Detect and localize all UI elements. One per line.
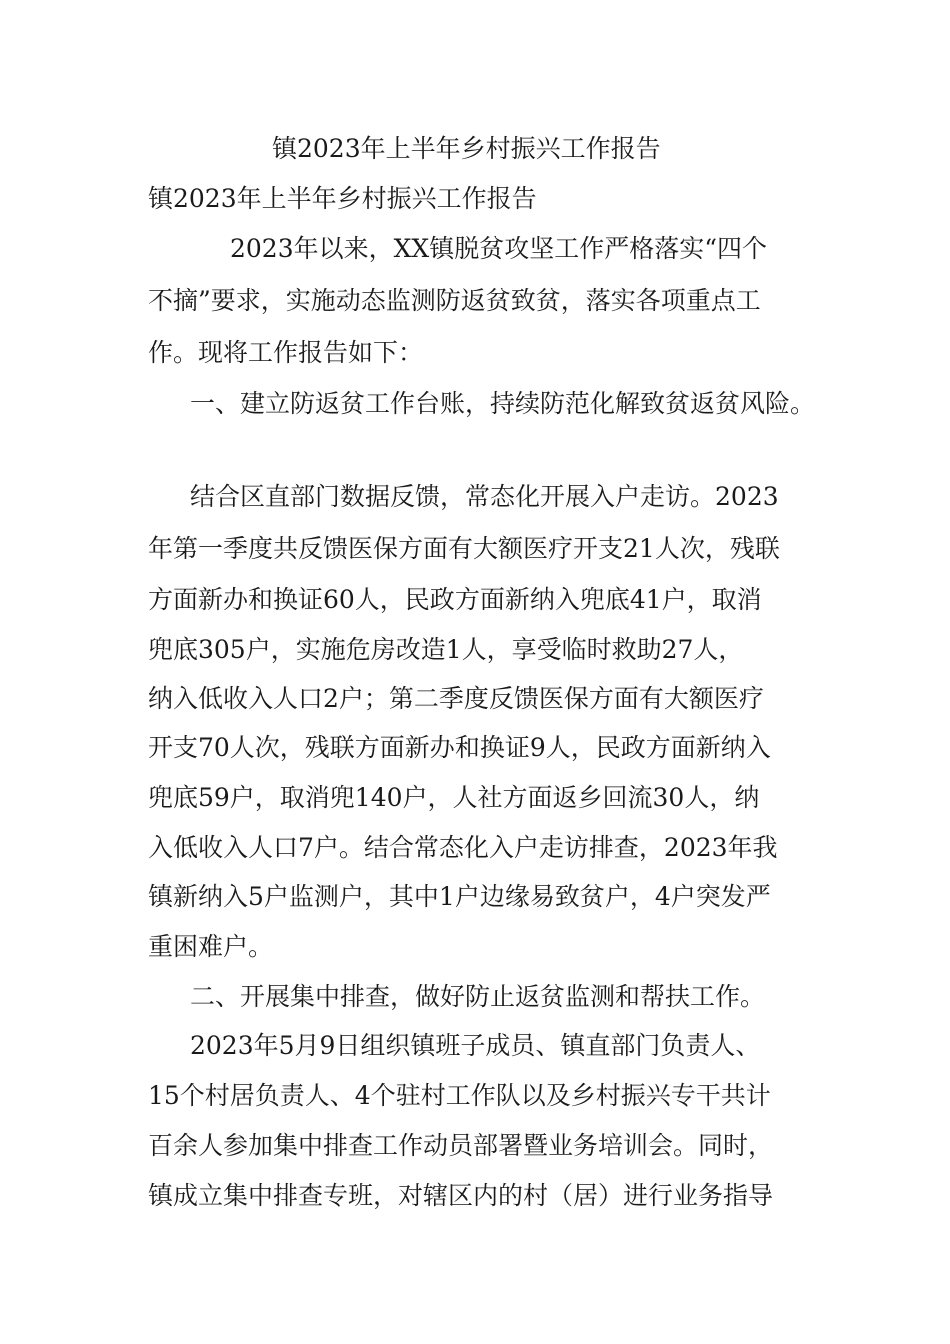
paragraph-line: 15个村居负责人、4个驻村工作队以及乡村振兴专干共计 (148, 1081, 771, 1110)
paragraph-line: 开支70人次，残联方面新办和换证9人，民政方面新纳入 (148, 733, 771, 762)
paragraph-line: 方面新办和换证60人，民政方面新纳入兜底41户，取消 (148, 585, 762, 614)
document-title: 镇2023年上半年乡村振兴工作报告 (272, 134, 661, 163)
paragraph-line: 重困难户。 (148, 932, 274, 961)
paragraph-line: 不摘”要求，实施动态监测防返贫致贫，落实各项重点工 (148, 286, 761, 315)
section-heading-2: 二、开展集中排查，做好防止返贫监测和帮扶工作。 (190, 982, 766, 1011)
section-heading-1: 一、建立防返贫工作台账，持续防范化解致贫返贫风险。 (190, 389, 816, 418)
paragraph-line: 年第一季度共反馈医保方面有大额医疗开支21人次，残联 (148, 534, 780, 563)
paragraph-line: 百余人参加集中排查工作动员部署暨业务培训会。同时， (148, 1131, 774, 1160)
document-subtitle: 镇2023年上半年乡村振兴工作报告 (148, 184, 537, 213)
paragraph-line: 镇成立集中排查专班，对辖区内的村（居）进行业务指导 (148, 1181, 774, 1210)
paragraph-line: 兜底305户，实施危房改造1人，享受临时救助27人， (148, 635, 744, 664)
paragraph-line: 2023年以来，XX镇脱贫攻坚工作严格落实“四个 (230, 234, 768, 263)
paragraph-line: 镇新纳入5户监测户，其中1户边缘易致贫户，4户突发严 (148, 882, 771, 911)
paragraph-line: 2023年5月9日组织镇班子成员、镇直部门负责人、 (190, 1031, 761, 1060)
paragraph-line: 入低收入人口7户。结合常态化入户走访排查，2023年我 (148, 833, 778, 862)
paragraph-line: 兜底59户，取消兜140户，人社方面返乡回流30人，纳 (148, 783, 760, 812)
paragraph-line: 纳入低收入人口2户；第二季度反馈医保方面有大额医疗 (148, 684, 764, 713)
paragraph-line: 结合区直部门数据反馈，常态化开展入户走访。2023 (190, 482, 779, 511)
paragraph-line: 作。现将工作报告如下： (148, 338, 424, 367)
